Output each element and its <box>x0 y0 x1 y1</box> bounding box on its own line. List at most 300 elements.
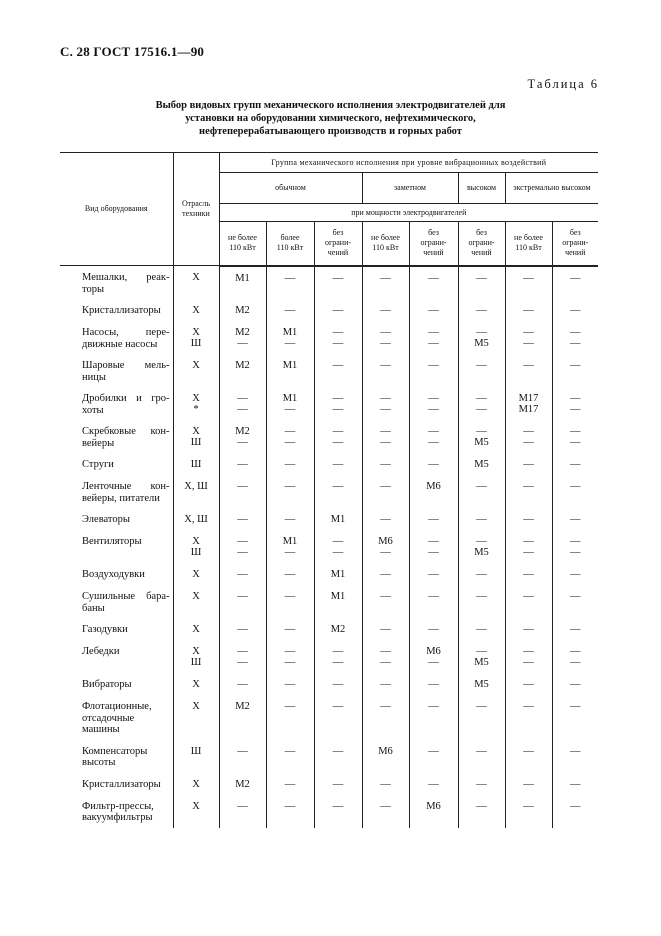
equipment-name-line: Газодувки <box>82 624 128 635</box>
branch-cell <box>173 673 219 695</box>
branch-cell <box>173 618 219 640</box>
equipment-name-line: Дробилки и гро- <box>82 393 170 404</box>
group-value: — <box>476 800 487 812</box>
equipment-name <box>60 475 173 508</box>
group-cell <box>505 508 552 530</box>
group-cell <box>314 695 362 740</box>
group-value: — <box>570 657 581 668</box>
group-value: — <box>237 646 248 657</box>
group-cell <box>409 453 458 475</box>
group-value: — <box>523 701 534 712</box>
header-group: Группа механического исполнения при уровне вибрационных воздействий <box>219 153 598 173</box>
equipment-name <box>60 266 173 300</box>
group-value: — <box>380 778 391 790</box>
group-value: — <box>570 272 581 284</box>
group-cell <box>219 740 266 773</box>
group-value: — <box>380 591 391 602</box>
equipment-name-line: Вентиляторы <box>82 536 142 547</box>
branch-value: Х, Ш <box>184 514 208 525</box>
group-value: — <box>284 591 296 602</box>
branch-value: Ш <box>190 547 202 558</box>
group-cell <box>362 585 409 618</box>
header-column-6 <box>458 222 505 266</box>
group-cell <box>409 563 458 585</box>
header-column-text: 110 кВт <box>372 243 399 253</box>
group-cell <box>314 640 362 673</box>
group-cell <box>219 773 266 795</box>
branch-value: Х <box>192 679 200 690</box>
equipment-name-line: вакуумфильтры <box>82 812 153 823</box>
group-value: — <box>237 536 248 547</box>
group-value: М5 <box>474 547 489 558</box>
header-column-text: без <box>569 228 581 238</box>
group-value: — <box>380 426 391 437</box>
group-value: — <box>428 404 439 415</box>
header-column-text: не более <box>371 233 400 243</box>
group-cell <box>458 475 505 508</box>
equipment-name-line: Воздуходувки <box>82 569 145 580</box>
group-value: — <box>570 360 581 371</box>
group-value: — <box>523 327 534 338</box>
header-level-normal: обычном <box>219 173 362 204</box>
header-column-text: не более <box>514 233 543 243</box>
table-row <box>60 563 598 585</box>
group-value: — <box>428 701 439 712</box>
group-value: — <box>284 272 296 284</box>
header-column-text: чений <box>423 248 444 258</box>
equipment-name <box>60 354 173 387</box>
table-title-line: Выбор видовых групп механического исполнения электродвигателей для <box>155 100 506 111</box>
group-value: М5 <box>474 657 489 668</box>
group-value: — <box>570 745 581 757</box>
group-cell <box>505 673 552 695</box>
group-value: — <box>237 459 248 470</box>
group-value: — <box>237 745 248 757</box>
group-value: — <box>284 745 296 757</box>
header-column-text: ограни- <box>562 238 589 248</box>
equipment-name <box>60 453 173 475</box>
group-cell <box>409 354 458 387</box>
group-cell <box>314 508 362 530</box>
group-cell <box>458 795 505 828</box>
group-value: М1 <box>282 327 298 338</box>
group-cell <box>219 508 266 530</box>
group-cell <box>362 354 409 387</box>
group-value: — <box>523 426 534 437</box>
group-value: — <box>476 360 487 371</box>
group-cell <box>505 321 552 354</box>
group-value: — <box>284 778 296 790</box>
equipment-name-line: торы <box>82 283 105 295</box>
group-value: — <box>476 272 487 284</box>
branch-value: Х <box>192 536 200 547</box>
group-value: — <box>570 569 581 580</box>
group-value: — <box>380 624 391 635</box>
table-row <box>60 321 598 354</box>
group-value: — <box>284 404 296 415</box>
group-cell <box>552 740 598 773</box>
branch-value: Х, Ш <box>184 481 208 492</box>
header-column-text: не более <box>228 233 257 243</box>
equipment-name <box>60 530 173 563</box>
group-value: — <box>380 360 391 371</box>
group-cell <box>505 695 552 740</box>
group-cell <box>266 453 314 475</box>
group-value: — <box>380 701 391 712</box>
group-cell <box>219 563 266 585</box>
group-value: — <box>523 272 534 284</box>
group-cell <box>219 299 266 321</box>
equipment-name <box>60 673 173 695</box>
group-cell <box>552 618 598 640</box>
table-row <box>60 387 598 420</box>
group-value: М1 <box>330 514 346 525</box>
group-cell <box>552 354 598 387</box>
table-title-line: нефтеперерабатывающего производств и горных работ <box>199 126 462 137</box>
group-cell <box>314 795 362 828</box>
table-row <box>60 420 598 453</box>
group-cell <box>458 640 505 673</box>
equipment-name-line: Кристаллизаторы <box>82 778 161 790</box>
header-column-text: 110 кВт <box>515 243 542 253</box>
group-value: — <box>284 459 296 470</box>
group-cell <box>314 475 362 508</box>
group-value: — <box>284 701 296 712</box>
group-cell <box>505 530 552 563</box>
group-cell <box>409 508 458 530</box>
group-cell <box>219 795 266 828</box>
group-cell <box>409 795 458 828</box>
header-column-1 <box>219 222 266 266</box>
branch-value: Х <box>192 360 200 371</box>
group-cell <box>458 530 505 563</box>
branch-cell <box>173 321 219 354</box>
group-cell <box>458 299 505 321</box>
group-cell <box>552 299 598 321</box>
group-cell <box>552 266 598 300</box>
group-value: М17 <box>518 404 539 415</box>
group-cell <box>362 508 409 530</box>
group-value: — <box>332 305 344 316</box>
group-value: М5 <box>474 679 489 690</box>
group-value: — <box>332 338 344 349</box>
group-value: — <box>332 272 344 284</box>
group-cell <box>362 673 409 695</box>
group-cell <box>266 321 314 354</box>
equipment-name <box>60 563 173 585</box>
table-row <box>60 773 598 795</box>
group-value: — <box>523 679 534 690</box>
branch-value: Х <box>192 305 200 316</box>
header-branch: Отрасль техники <box>173 153 219 266</box>
header-column-text: без <box>428 228 439 238</box>
group-cell <box>362 795 409 828</box>
table-number: Таблица 6 <box>527 77 599 91</box>
group-value: — <box>523 547 534 558</box>
group-cell <box>314 266 362 300</box>
group-value: — <box>380 437 391 448</box>
header-column-text: более <box>280 233 300 243</box>
group-cell <box>552 795 598 828</box>
equipment-name-line: вейеры <box>82 437 115 449</box>
group-value: — <box>523 657 534 668</box>
header-column-text: ограни- <box>324 238 352 248</box>
group-value: — <box>523 437 534 448</box>
header-column-text: ограни- <box>420 238 447 248</box>
branch-cell <box>173 563 219 585</box>
header-power: при мощности электродвигателей <box>219 204 598 222</box>
group-value: — <box>476 701 487 712</box>
group-cell <box>458 453 505 475</box>
group-cell <box>409 387 458 420</box>
table-row <box>60 299 598 321</box>
group-cell <box>362 321 409 354</box>
group-value: — <box>523 778 534 790</box>
group-cell <box>266 420 314 453</box>
table-row <box>60 508 598 530</box>
equipment-name <box>60 618 173 640</box>
equipment-name-line: Сушильные бара- <box>82 591 170 602</box>
group-value: — <box>237 393 248 404</box>
group-cell <box>409 640 458 673</box>
header-column-text: без <box>332 228 344 238</box>
group-value: — <box>237 624 248 635</box>
group-value: — <box>523 481 534 492</box>
equipment-name-line: Мешалки, реак- <box>82 272 170 283</box>
branch-value: * <box>193 404 199 415</box>
equipment-name-line: высоты <box>82 757 116 768</box>
group-value: — <box>237 481 248 492</box>
group-value: — <box>284 426 296 437</box>
group-cell <box>266 563 314 585</box>
group-cell <box>458 354 505 387</box>
header-column-2 <box>266 222 314 266</box>
header-level-high: высоком <box>458 173 505 204</box>
equipment-name-line: Скребковые кон- <box>82 426 170 437</box>
header-column-3 <box>314 222 362 266</box>
equipment-name-line: Фильтр-прессы, <box>82 800 154 812</box>
table-title-line: установки на оборудовании химического, нефтехимического, <box>185 113 476 124</box>
group-cell <box>314 453 362 475</box>
group-value: — <box>284 569 296 580</box>
group-value: — <box>237 569 248 580</box>
group-cell <box>266 387 314 420</box>
group-value: М2 <box>235 360 250 371</box>
group-cell <box>458 773 505 795</box>
group-value: — <box>570 459 581 470</box>
group-value: — <box>332 426 344 437</box>
group-value: — <box>284 646 296 657</box>
table-row <box>60 453 598 475</box>
group-cell <box>266 299 314 321</box>
group-cell <box>362 266 409 300</box>
group-cell <box>458 695 505 740</box>
group-value: — <box>380 272 391 284</box>
group-cell <box>552 475 598 508</box>
group-value: — <box>428 514 439 525</box>
equipment-name-line: Компенсаторы <box>82 745 148 757</box>
group-value: — <box>237 514 248 525</box>
branch-value: Ш <box>190 338 202 349</box>
branch-cell <box>173 420 219 453</box>
group-value: М2 <box>235 701 250 712</box>
group-cell <box>458 618 505 640</box>
group-value: — <box>237 437 248 448</box>
group-value: — <box>380 800 391 812</box>
header-column-text: 110 кВт <box>276 243 304 253</box>
header-column-4 <box>362 222 409 266</box>
group-cell <box>552 387 598 420</box>
group-value: — <box>237 657 248 668</box>
group-cell <box>409 695 458 740</box>
group-value: — <box>380 657 391 668</box>
table-row <box>60 695 598 740</box>
group-value: — <box>476 404 487 415</box>
group-value: — <box>380 459 391 470</box>
group-cell <box>362 773 409 795</box>
group-value: — <box>284 800 296 812</box>
group-value: — <box>380 679 391 690</box>
group-value: — <box>476 327 487 338</box>
equipment-name-line: Шаровые мель- <box>82 360 170 371</box>
branch-value: Х <box>192 272 200 283</box>
group-cell <box>219 354 266 387</box>
group-value: — <box>570 393 581 404</box>
group-cell <box>458 740 505 773</box>
group-value: — <box>570 547 581 558</box>
group-value: — <box>380 547 391 558</box>
group-value: — <box>428 459 439 470</box>
branch-cell <box>173 695 219 740</box>
group-value: — <box>523 569 534 580</box>
group-cell <box>409 299 458 321</box>
group-cell <box>219 266 266 300</box>
group-value: М2 <box>235 305 250 316</box>
equipment-name-line: Ленточные кон- <box>82 481 170 492</box>
equipment-name-line: отсадочные машины <box>82 712 135 735</box>
group-value: — <box>332 800 344 812</box>
group-value: — <box>428 536 439 547</box>
group-value: — <box>570 679 581 690</box>
equipment-name <box>60 740 173 773</box>
header-column-text: ограни- <box>468 238 495 248</box>
group-value: М1 <box>330 591 346 602</box>
group-value: М1 <box>330 569 346 580</box>
group-cell <box>458 673 505 695</box>
group-value: — <box>476 514 487 525</box>
branch-cell <box>173 508 219 530</box>
group-value: М2 <box>235 426 250 437</box>
group-value: М1 <box>282 360 298 371</box>
group-cell <box>552 640 598 673</box>
group-value: — <box>380 481 391 492</box>
header-level-noticeable: заметном <box>362 173 458 204</box>
group-cell <box>409 673 458 695</box>
group-value: — <box>428 360 439 371</box>
group-value: М2 <box>235 327 250 338</box>
table-row <box>60 740 598 773</box>
group-cell <box>362 299 409 321</box>
group-value: — <box>523 646 534 657</box>
group-value: — <box>284 657 296 668</box>
group-cell <box>552 530 598 563</box>
table-row <box>60 354 598 387</box>
group-cell <box>266 640 314 673</box>
group-value: — <box>380 646 391 657</box>
group-cell <box>266 695 314 740</box>
equipment-name <box>60 795 173 828</box>
group-value: — <box>523 536 534 547</box>
group-cell <box>266 508 314 530</box>
group-cell <box>458 387 505 420</box>
group-value: — <box>570 701 581 712</box>
group-value: — <box>476 481 487 492</box>
group-cell <box>362 740 409 773</box>
page-header: С. 28 ГОСТ 17516.1—90 <box>60 44 205 59</box>
group-value: — <box>476 591 487 602</box>
group-value: — <box>284 679 296 690</box>
table-title <box>0 99 661 138</box>
group-cell <box>314 773 362 795</box>
group-value: — <box>428 327 439 338</box>
group-cell <box>266 740 314 773</box>
group-cell <box>505 740 552 773</box>
group-cell <box>219 618 266 640</box>
branch-value: Х <box>192 426 200 437</box>
group-value: — <box>284 481 296 492</box>
group-value: М2 <box>330 624 346 635</box>
branch-value: Ш <box>190 657 202 668</box>
group-value: — <box>476 426 487 437</box>
group-value: М6 <box>426 800 441 812</box>
group-value: — <box>332 404 344 415</box>
equipment-name-line: Насосы, пере- <box>82 327 170 338</box>
group-cell <box>409 475 458 508</box>
group-value: — <box>428 393 439 404</box>
group-value: — <box>237 679 248 690</box>
equipment-name-line: Флотационные, <box>82 701 152 712</box>
group-value: — <box>428 778 439 790</box>
group-cell <box>266 266 314 300</box>
group-value: М1 <box>235 272 250 284</box>
group-value: — <box>237 547 248 558</box>
group-value: — <box>570 536 581 547</box>
group-value: — <box>237 800 248 812</box>
branch-value: Х <box>192 327 200 338</box>
group-value: — <box>476 393 487 404</box>
group-cell <box>409 530 458 563</box>
group-cell <box>458 266 505 300</box>
header-equipment: Вид оборудования <box>60 153 173 266</box>
group-cell <box>552 453 598 475</box>
group-cell <box>409 585 458 618</box>
group-cell <box>505 299 552 321</box>
group-value: — <box>284 514 296 525</box>
group-value: — <box>428 591 439 602</box>
group-cell <box>505 563 552 585</box>
group-value: — <box>570 338 581 349</box>
group-value: — <box>428 657 439 668</box>
group-value: — <box>237 338 248 349</box>
group-cell <box>314 299 362 321</box>
equipment-name-line: хоты <box>82 404 104 416</box>
group-value: — <box>284 547 296 558</box>
group-value: — <box>476 305 487 316</box>
group-value: — <box>332 778 344 790</box>
group-cell <box>266 618 314 640</box>
group-cell <box>219 321 266 354</box>
group-cell <box>505 640 552 673</box>
